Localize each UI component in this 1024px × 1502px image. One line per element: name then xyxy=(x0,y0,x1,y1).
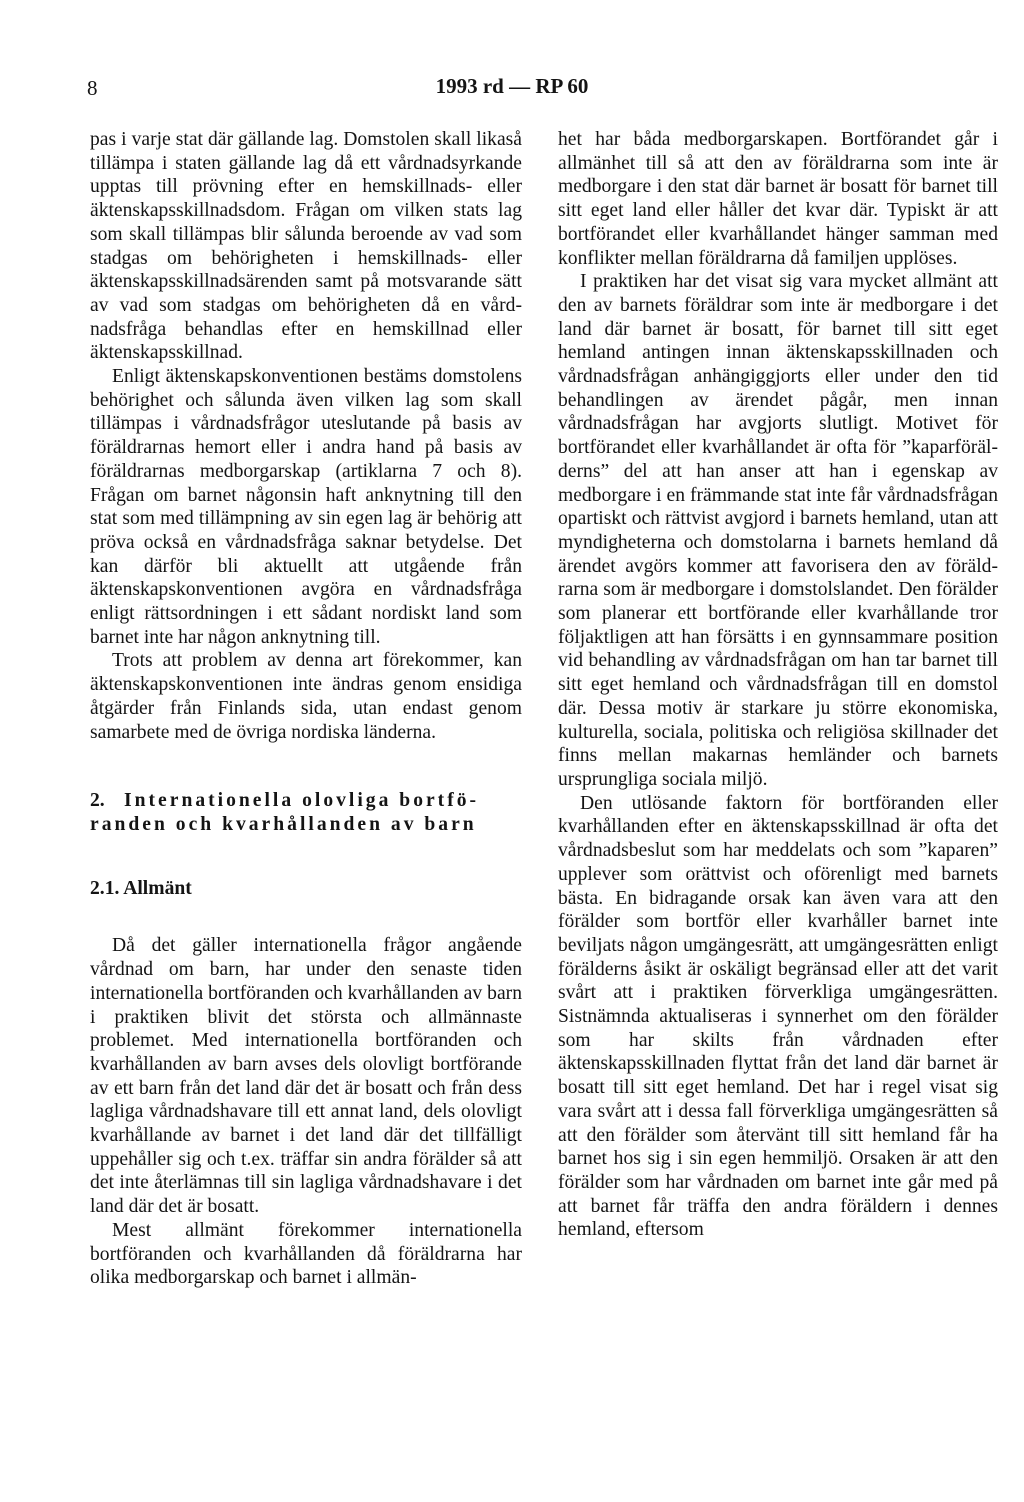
section-heading-2 xyxy=(90,789,522,836)
section-heading-2-text: Internationella olovliga bortföranden och kvarhållanden av barn xyxy=(90,790,477,835)
left-paragraph-4: Då det gäller internationella frågor angående vårdnad om barn, har under den senaste tiden internationella bortföranden och kvarhållanden av barn i praktiken blivit det största och allmännaste problemet. Med internationella bortföranden och kvarhållanden av barn avses dels olovligt bortförande av ett barn från det land där det är bosatt och från dess lagliga vårdnadshavare till ett annat land, dels olovligt kvarhållande av barnet i det land där det tillfälligt uppehåller sig och t.ex. träffar sin andra förälder så att det inte återlämnas till sin lagliga vårdnadshavare i det land där det är bosatt. xyxy=(90,935,522,1218)
running-head: 1993 rd — RP 60 xyxy=(435,74,589,98)
right-column xyxy=(558,128,998,1242)
left-column xyxy=(90,128,522,1290)
right-paragraph-1: het har båda medborgarskapen. Bortförandet går i allmänhet till så att den av föräldrarna som inte är medborgare i den stat där barnet är bosatt för barnet till sitt eget land eller håller det kvar där. Typiskt är att bortförandet eller kvarhållandet hänger samman med konflikter mellan föräldrarna då familjen upplöses. xyxy=(558,129,998,269)
left-paragraph-3: Trots att problem av denna art förekommer, kan äktenskapskonventionen inte ändras genom ensidiga åtgärder från Finlands sida, utan endast genom samarbete med de övriga nordiska länderna. xyxy=(90,650,522,743)
right-paragraph-2: I praktiken har det visat sig vara mycket allmänt att den av barnets föräldrar som inte är medborgare i det land där barnet är bosatt, för barnet till sitt eget hemland antingen innan äktenskapsskillnaden och vårdnadsfrågan anhängiggjorts eller under den tid behandlingen av ärendet pågår, men innan vårdnadsfrågan har avgjorts slutligt. Motivet för bortförandet eller kvarhållandet är ofta för ”kaparförälderns” del att han anser att han i egenskap av medborgare i en främmande stat inte får vårdnadsfrågan opartiskt och rättvist avgjord i barnets hemland, utan att myndigheterna och domstolarna i barnets hemland då ärendet avgörs kommer att favorisera den av föräldrarna som är medborgare i domstolslandet. Den förälder som planerar ett bortförande eller kvarhållande tror följaktligen att han försätts i en gynnsammare position vid behandling av vårdnadsfrågan om han tar barnet till sitt eget hemland och vårdnadsfrågan till en domstol där. Dessa motiv är starkare ju större ekonomiska, kulturella, sociala, politiska och religiösa skillnader det finns mellan makarnas hemländer och barnets ursprungliga sociala miljö. xyxy=(558,271,998,790)
section-heading-2-1: 2.1. Allmänt xyxy=(90,877,192,899)
left-paragraph-5: Mest allmänt förekommer internationella bortföranden och kvarhållanden då föräldrarna har olika medborgarskap och barnet i allmän- xyxy=(90,1219,522,1289)
left-paragraph-1: pas i varje stat där gällande lag. Domstolen skall likaså tillämpa i staten gällande lag då ett vårdnadsyrkande upptas till prövning efter en hemskillnads- eller äktenskapsskillnadsdom. Frågan om vilken stats lag som skall tillämpas blir sålunda beroende av vad som stadgas om behörigheten i hemskillnads- eller äktenskapsskillnadsärenden samt på motsvarande sätt av vad som stadgas om behörigheten då en vårdnadsfråga behandlas efter en hemskillnad eller äktenskapsskillnad. xyxy=(90,129,522,364)
left-paragraph-2: Enligt äktenskapskonventionen bestäms domstolens behörighet och sålunda även vilken lag som skall tillämpas i vårdnadsfrågor uteslutande på basis av föräldrarnas hemort eller i andra hand på basis av föräldrarnas medborgarskap (artiklarna 7 och 8). Frågan om barnet någonsin haft anknytning till den stat som med tillämpning av sin egen lag är behörig att pröva också en vårdnadsfråga saknar betydelse. Det kan därför bli aktuellt att utgående från äktenskapskonventionen avgöra en vårdnadsfråga enligt rättsordningen i ett sådant nordiskt land som barnet inte har någon anknytning till. xyxy=(90,366,522,648)
section-heading-2-number: 2. xyxy=(90,790,105,812)
page-number: 8 xyxy=(87,76,98,100)
right-paragraph-3: Den utlösande faktorn för bortföranden eller kvarhållanden efter en äktenskapsskillnad är ofta det vårdnadsbeslut som har meddelats och som ”kaparen” upplever som orättvist och oförenligt med barnets bästa. En bidragande orsak kan även vara att den förälder som bortför eller kvarhåller barnet inte beviljats någon umgängesrätt, att umgängesrätten enligt förälderns åsikt är oskäligt begränsad eller att det varit svårt att i praktiken förverkliga umgängesrätten. Sistnämnda aktualiseras i synnerhet om den förälder som har skilts från vårdnaden efter äktenskapsskillnaden flyttat från det land där barnet är bosatt till sitt eget hemland. Det har i regel visat sig vara svårt att i dessa fall förverkliga umgängesrätten så att den förälder som återvänt till sitt hemland får ha barnet hos sig i sin egen hemmiljö. Orsaken är att den förälder som har vårdnaden om barnet inte går med på att barnet får träffa den andra föräldern i dennes hemland, eftersom xyxy=(558,792,998,1241)
